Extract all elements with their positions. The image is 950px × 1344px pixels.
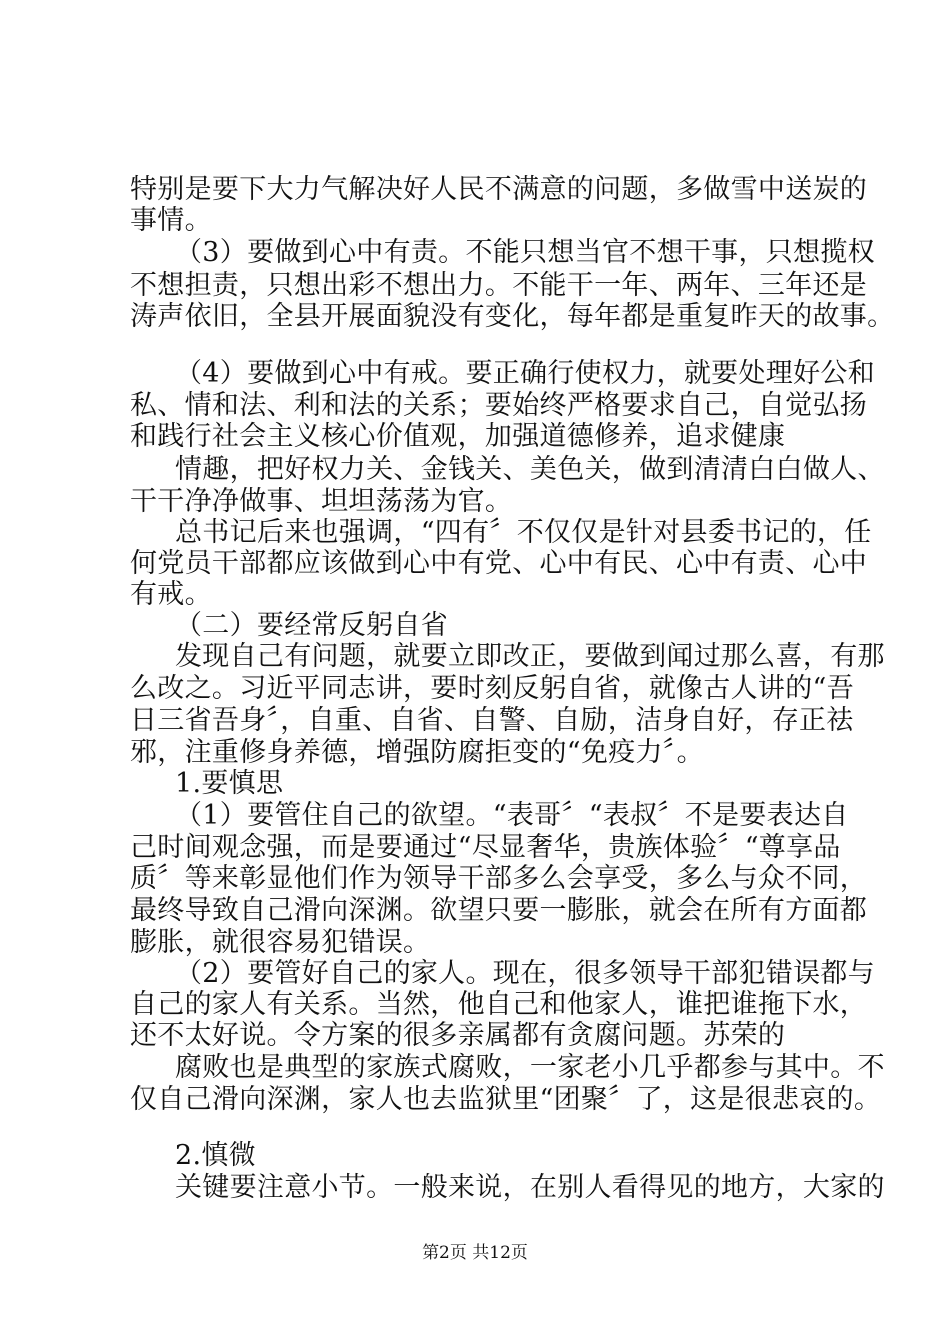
text-line: 最终导致自己滑向深渊。欲望只要一膨胀，就会在所有方面都 [130,895,868,926]
text-line: 自己的家人有关系。当然，他自己和他家人，谁把谁拖下水， [130,989,868,1020]
text-line: 质〞等来彰显他们作为领导干部多么会享受，多么与众不同， [130,863,868,894]
text-line: 己时间观念强，而是要通过“尽显奢华，贵族体验〞“尊享品 [130,832,841,863]
text-line: 日三省吾身〞，自重、自省、自警、自励，洁身自好，存正祛 [130,705,854,736]
text-line: 事情。 [130,205,212,236]
text-line: 关键要注意小节。一般来说，在别人看得见的地方，大家的 [175,1172,885,1203]
text-line: 还不太好说。令方案的很多亲属都有贪腐问题。苏荣的 [130,1020,786,1051]
text-line: 和践行社会主义核心价值观，加强道德修养，追求健康 [130,421,786,452]
text-line: 涛声依旧，全县开展面貌没有变化，每年都是重复昨天的故事。 [130,301,895,332]
section-heading: （二）要经常反躬自省 [175,610,448,641]
text-line: 情趣，把好权力关、金钱关、美色关，做到清清白白做人、 [175,454,885,485]
text-line: 特别是要下大力气解决好人民不满意的问题，多做雪中送炭的 [130,174,868,205]
text-line: 腐败也是典型的家族式腐败，一家老小几乎都参与其中。不 [175,1052,885,1083]
text-line: 总书记后来也强调，“四有〞不仅仅是针对县委书记的，任 [175,517,872,548]
subsection-heading: 2.慎微 [175,1140,256,1171]
text-line: 仅自己滑向深渊，家人也去监狱里“团聚〞了，这是很悲哀的。 [130,1084,882,1115]
text-line: 不想担责，只想出彩不想出力。不能干一年、两年、三年还是 [130,270,868,301]
text-line: 邪，注重修身养德，增强防腐拒变的“免疫力〞。 [130,737,704,768]
text-line: 有戒。 [130,579,212,610]
text-line: （3）要做到心中有责。不能只想当官不想干事，只想揽权 [175,237,875,268]
page-footer: 第2页 共12页 [422,1243,528,1263]
text-line: 干干净净做事、坦坦荡荡为官。 [130,486,513,517]
text-line: （2）要管好自己的家人。现在，很多领导干部犯错误都与 [175,958,875,989]
text-line: 何党员干部都应该做到心中有党、心中有民、心中有责、心中 [130,548,868,579]
text-line: （4）要做到心中有戒。要正确行使权力，就要处理好公和 [175,358,875,389]
text-line: 么改之。习近平同志讲，要时刻反躬自省，就像古人讲的“吾 [130,673,854,704]
text-line: 膨胀，就很容易犯错误。 [130,927,431,958]
text-line: 发现自己有问题，就要立即改正，要做到闻过那么喜，有那 [175,641,885,672]
text-line: （1）要管住自己的欲望。“表哥〞“表叔〞不是要表达自 [175,800,849,831]
text-line: 私、情和法、利和法的关系；要始终严格要求自己，自觉弘扬 [130,390,868,421]
subsection-heading: 1.要慎思 [175,768,284,799]
